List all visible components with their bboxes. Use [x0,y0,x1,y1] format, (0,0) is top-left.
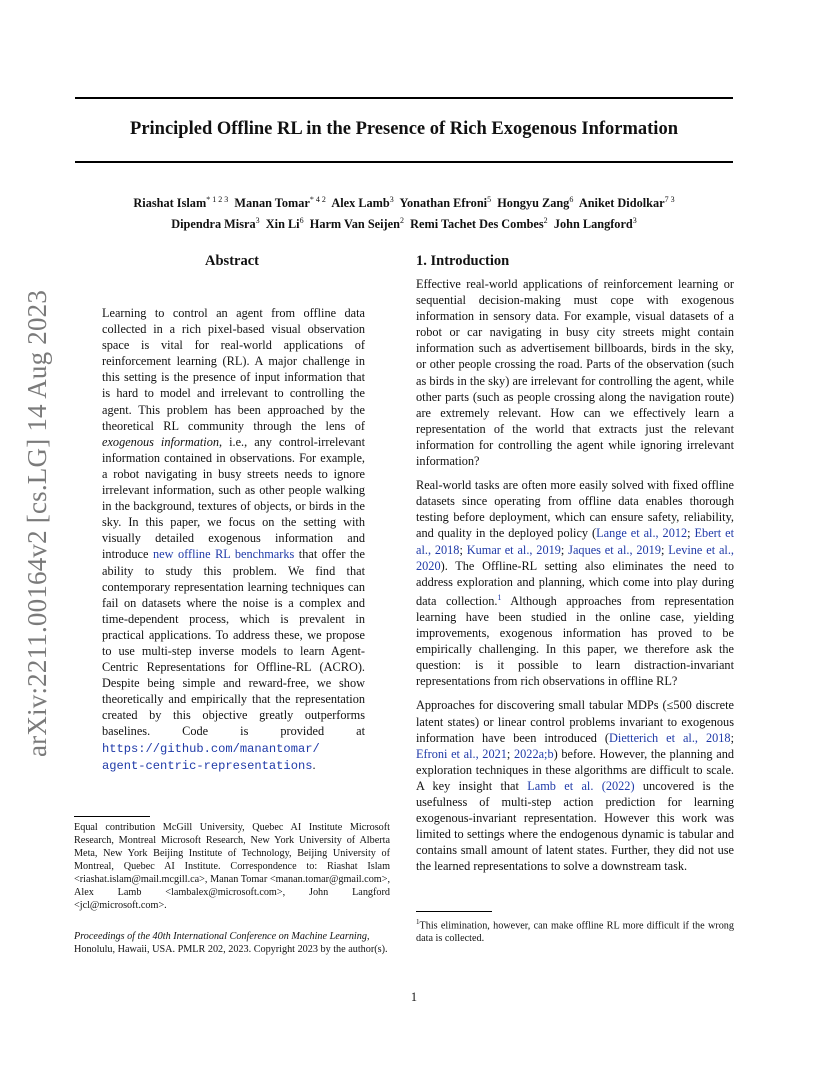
author-affiliation: 6 [299,216,304,226]
benchmarks-link[interactable]: new offline RL benchmarks [152,547,295,562]
citation-link[interactable]: Efroni et al., 2021 [416,746,507,761]
footnote-text: This elimination, however, can make offline RL more difficult if the wrong data is collected. [416,920,734,945]
author-affiliation: 3 [632,216,637,226]
intro-text: Approaches for discovering small tabular MDPs (≤500 discrete latent states) or linear control problems invariant to exogenous information have been introduced ( [416,698,734,745]
author-affiliation: 2 [399,216,404,226]
abstract-text: that offer the ability to study this problem. We find that contemporary representation learning techniques can fail on datasets where the noise is a complex and time-dependent process, which is prevalent in practical applications. To address these, we propose to use multi-step inverse models to learn Agent-Centric Representations for Offline-RL (ACRO). Despite being simple and reward-free, we show theoretically and empirically that the representation created by this objective greatly outperforms baselines. Code is provided at [102,547,366,739]
author: Remi Tachet Des Combes [410,217,544,232]
proceedings-text: , Honolulu, Hawaii, USA. PMLR 202, 2023. Copyright 2023 by the author(s). [74,931,388,955]
author-affiliation: 3 [255,216,260,226]
author: Aniket Didolkar [578,196,665,211]
author-affiliation: 5 [487,195,492,204]
intro-text: Real-world tasks are often more easily solved with fixed offline datasets since operating from offline data enables thorough testing before deployment, which can ensure safety, reliability, and quality in the deployed policy ( [416,478,734,541]
abstract-text: Learning to control an agent from offline data collected in a rich pixel-based visual observation space is vital for real-world applications of reinforcement learning (RL). A major challenge in this setting is the presence of input information that is hard to model and irrelevant to controlling the agent. This problem has been approached by the theoretical RL community through the lens of [102,306,365,433]
author: Harm Van Seijen [309,217,400,232]
abstract-text: , i.e., any control-irrelevant information contained in observations. For example, a robot navigating in busy streets needs to ignore irrelevant information, such as other people walking in the background, textures of objects, or birds in the sky. In this paper, we focus on the setting with visually detailed exogenous information and introduce [102,434,365,562]
intro-text: ). The Offline-RL setting also eliminates the need to address exploration and planning, which come into play during data collection. [416,558,734,608]
citation-link[interactable]: Kumar et al., 2019 [466,542,561,557]
intro-text: ) before. However, the planning and exploration techniques in these algorithms are difficult to scale. A key insight that [416,746,734,793]
citation-link[interactable]: Levine et al., 2020 [416,542,734,573]
intro-paragraph-1: Effective real-world applications of reinforcement learning or sequential decision-making must cope with exogenous information in sensory data. For example, visual datasets of a robot or car navigating in busy city streets might contain information such as advertisement billboards, birds in the sky, or other people crossing the road. Parts of the observation (such as birds in the sky) are irrelevant for controlling the agent, while other parts (such as people crossing along the navigation route) are extremely relevant. How can we effectively learn a representation of the world that extracts just the relevant information for controlling the agent while ignoring irrelevant information? [416,277,734,469]
intro-text: Although approaches from representation learning have been studied in the online case, yielding improvements, exogenous information has proved to be empirically challenging. In this paper, we therefore ask the question: is it possible to learn distraction-invariant representations from rich observations in offline RL? [416,593,734,689]
citation-link[interactable]: Jaques et al., 2019 [568,542,661,557]
citation-link[interactable]: Ebert et al., 2018 [416,526,734,557]
abstract-text: . [312,757,316,772]
bottom-rule [75,161,733,163]
footnote-number: 1 [416,918,420,926]
abstract-heading: Abstract [205,253,259,269]
intro-heading: 1. Introduction [416,253,510,269]
code-url-link[interactable]: https://github.com/manantomar/ agent-centric-representations [102,741,320,773]
arxiv-watermark: arXiv:2211.00164v2 [cs.LG] 14 Aug 2023 [22,289,52,757]
paper-title: Principled Offline RL in the Presence of Rich Exogenous Information [130,119,678,139]
page-number: 1 [410,990,418,1004]
citation-link[interactable]: Lange et al., 2012 [596,526,688,541]
footnote-rule [74,816,150,817]
intro-body [416,276,734,882]
footnote-1 [416,916,734,945]
author: Manan Tomar [234,196,310,211]
author-list [75,191,733,233]
author-affiliation: * 4 2 [309,195,326,204]
author: Dipendra Misra [171,217,256,232]
author: Xin Li [265,217,300,232]
intro-paragraph-3: Approaches for discovering small tabular MDPs (≤500 discrete latent states) or linear control problems invariant to exogenous information have been introduced (Dietterich et al., 2018; Efroni et al., 2021; 2022a;b) before. However, the planning and exploration techniques in these algorithms are difficult to scale. A key insight that Lamb et al. (2022) uncovered is the usefulness of multi-step action prediction for learning exogenous-invariant representation. However this work was limited to settings where the endogenous dynamic is tabular and contains small amount of latent states. Further, they did not use the learned representations to solve a downstream task. [416,698,734,874]
author: John Langford [553,217,633,232]
author: Hongyu Zang [497,196,570,211]
author-affiliation: * 1 2 3 [206,195,229,204]
citation-link[interactable]: Dietterich et al., 2018 [609,730,731,745]
author-affiliation: 2 [543,216,548,226]
citation-link[interactable]: 2022a;b [514,746,554,761]
intro-paragraph-2: Real-world tasks are often more easily solved with fixed offline datasets since operating from offline data enables thorough testing before deployment, which can ensure safety, reliability, and quality in the deployed policy (Lange et al., 2012; Ebert et al., 2018; Kumar et al., 2019; Jaques et al., 2019; Levine et al., 2020). The Offline-RL setting also eliminates the need to address exploration and planning, which come into play during data collection.$^1$ Although approaches from representation learning have been studied in the online case, yielding improvements, exogenous information has proved to be empirically challenging. In this paper, we therefore ask the question: is it possible to learn distraction-invariant representations from rich observations in offline RL? [416,478,734,689]
abstract-emphasis: exogenous information [102,434,219,449]
affiliations-footnote: Equal contribution McGill University, Quebec AI Institute Microsoft Research, Montreal Microsoft Research, New York University of Alberta Meta, New York Beijing Institute of Technology, Beijing University of Montreal, Quebec AI Institute. Correspondence to: Riashat Islam <riashat.islam@mail.mcgill.ca>, Manan Tomar <manan.tomar@gmail.com>, Alex Lamb <lambalex@microsoft.com>, John Langford <jcl@microsoft.com>. [74,822,390,911]
author: Alex Lamb [331,196,390,211]
proceedings-note [74,930,390,956]
top-rule [75,97,733,99]
author: Riashat Islam [133,196,207,211]
abstract-body [102,305,365,774]
author-affiliation: 3 [389,195,394,204]
footnote-rule [416,911,492,912]
author-affiliation: 7 3 [664,195,675,204]
footnote-mark[interactable]: 1 [497,592,502,602]
author: Yonathan Efroni [399,196,488,211]
author-affiliation: 6 [569,195,574,204]
citation-link[interactable]: Lamb et al. (2022) [527,778,635,793]
proceedings-venue: Proceedings of the 40th International Conference on Machine Learning [74,931,367,942]
intro-text: uncovered is the usefulness of multi-step action prediction for learning exogenous-invariant representation. However this work was limited to settings where the endogenous dynamic is tabular and contains small amount of latent states. Further, they did not use the learned representations to solve a downstream task. [416,778,734,874]
